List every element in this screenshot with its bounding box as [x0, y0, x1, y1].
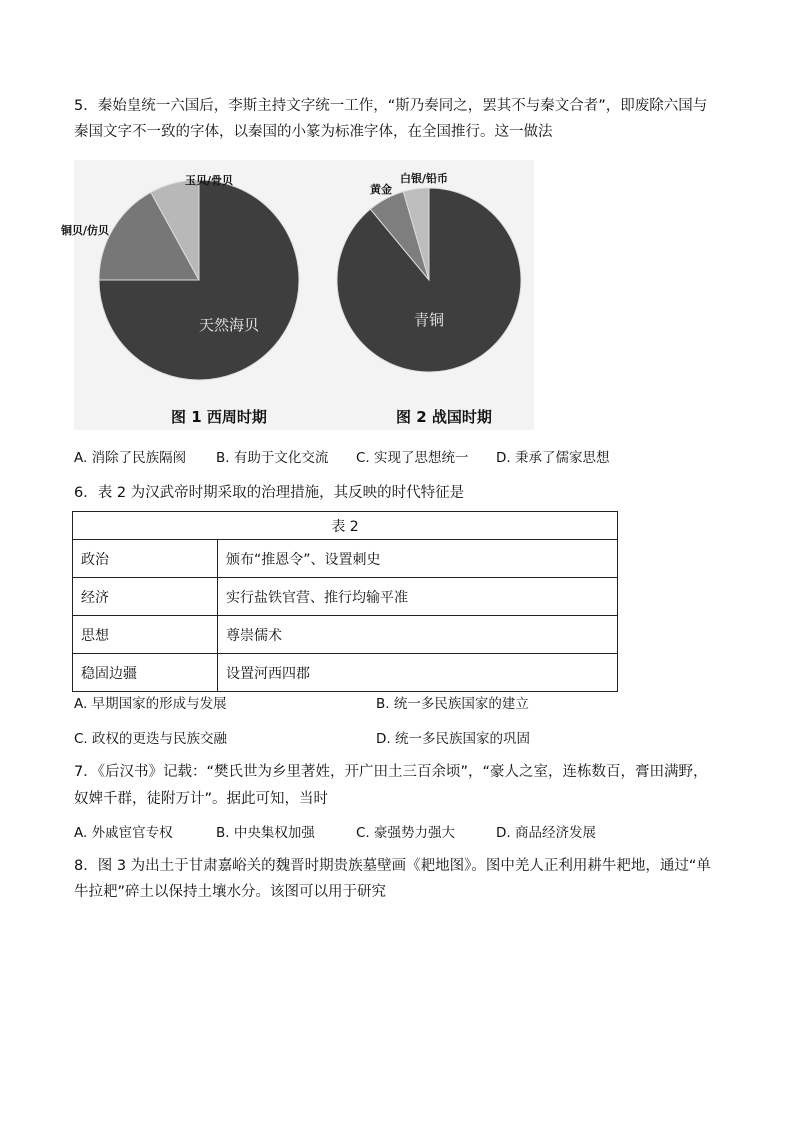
q5-option-b[interactable]: B. 有助于文化交流	[216, 450, 329, 466]
q7-option-b[interactable]: B. 中央集权加强	[216, 825, 315, 841]
q6-option-d[interactable]: D. 统一多民族国家的巩固	[376, 731, 530, 747]
q7-option-d[interactable]: D. 商品经济发展	[496, 825, 596, 841]
table-caption: 表 2	[73, 512, 618, 540]
pie2-label-0: 青铜	[413, 311, 445, 329]
table-caption-row	[73, 512, 618, 540]
q8-stem-line2: 牛拉耙”碎土以保持土壤水分。该图可以用于研究	[74, 884, 387, 900]
table-cell-value: 设置河西四郡	[218, 654, 618, 692]
q5-option-d[interactable]: D. 秉承了儒家思想	[496, 450, 610, 466]
table-cell-label: 稳固边疆	[73, 654, 218, 692]
q5-stem-line2: 秦国文字不一致的字体，以秦国的小篆为标准字体，在全国推行。这一做法	[74, 124, 553, 140]
q6-stem: 6．表 2 为汉武帝时期采取的治理措施，其反映的时代特征是	[74, 485, 465, 501]
table-cell-value: 实行盐铁官营、推行均输平准	[218, 578, 618, 616]
pie1-label-1: 铜贝/仿贝	[60, 224, 109, 237]
q6-option-a[interactable]: A. 早期国家的形成与发展	[74, 696, 227, 712]
q5-option-a[interactable]: A. 消除了民族隔阂	[74, 450, 187, 466]
pie2-label-1: 黄金	[370, 183, 392, 196]
q7-option-a[interactable]: A. 外戚宦官专权	[74, 825, 173, 841]
table-2	[72, 511, 618, 692]
table-cell-value: 尊崇儒术	[218, 616, 618, 654]
table-row	[73, 654, 618, 692]
pie1-label-2: 玉贝/骨贝	[184, 174, 234, 187]
table-cell-label: 思想	[73, 616, 218, 654]
table-cell-label: 经济	[73, 578, 218, 616]
figure-2-caption: 图 2 战国时期	[396, 408, 492, 426]
q5-option-c[interactable]: C. 实现了思想统一	[356, 450, 469, 466]
q7-stem-line1: 7．《后汉书》记载：“樊氏世为乡里著姓，开广田土三百余顷”，“豪人之室，连栋数百，膏田满野，	[74, 764, 708, 780]
table-row	[73, 616, 618, 654]
q6-option-b[interactable]: B. 统一多民族国家的建立	[376, 696, 529, 712]
q5-stem-line1: 5．秦始皇统一六国后，李斯主持文字统一工作，“斯乃奏同之，罢其不与秦文合者”，即废除六国与	[74, 98, 708, 114]
table-cell-label: 政治	[73, 540, 218, 578]
table-row	[73, 578, 618, 616]
q8-stem-line1: 8．图 3 为出土于甘肃嘉峪关的魏晋时期贵族墓壁画《耙地图》。图中羌人正利用耕牛耙地，通过“单	[74, 858, 711, 874]
pie2-label-2: 白银/铅币	[399, 172, 449, 185]
q7-option-c[interactable]: C. 豪强势力强大	[356, 825, 456, 841]
q7-stem-line2: 奴婢千群，徒附万计”。据此可知，当时	[74, 791, 329, 807]
pie1-label-0: 天然海贝	[198, 316, 260, 334]
q6-option-c[interactable]: C. 政权的更迭与民族交融	[74, 731, 228, 747]
pie-charts-svg	[60, 160, 534, 430]
pie-charts-figure	[60, 160, 534, 430]
table-cell-value: 颁布“推恩令”、设置刺史	[218, 540, 618, 578]
figure-1-caption: 图 1 西周时期	[171, 408, 267, 426]
table-row	[73, 540, 618, 578]
